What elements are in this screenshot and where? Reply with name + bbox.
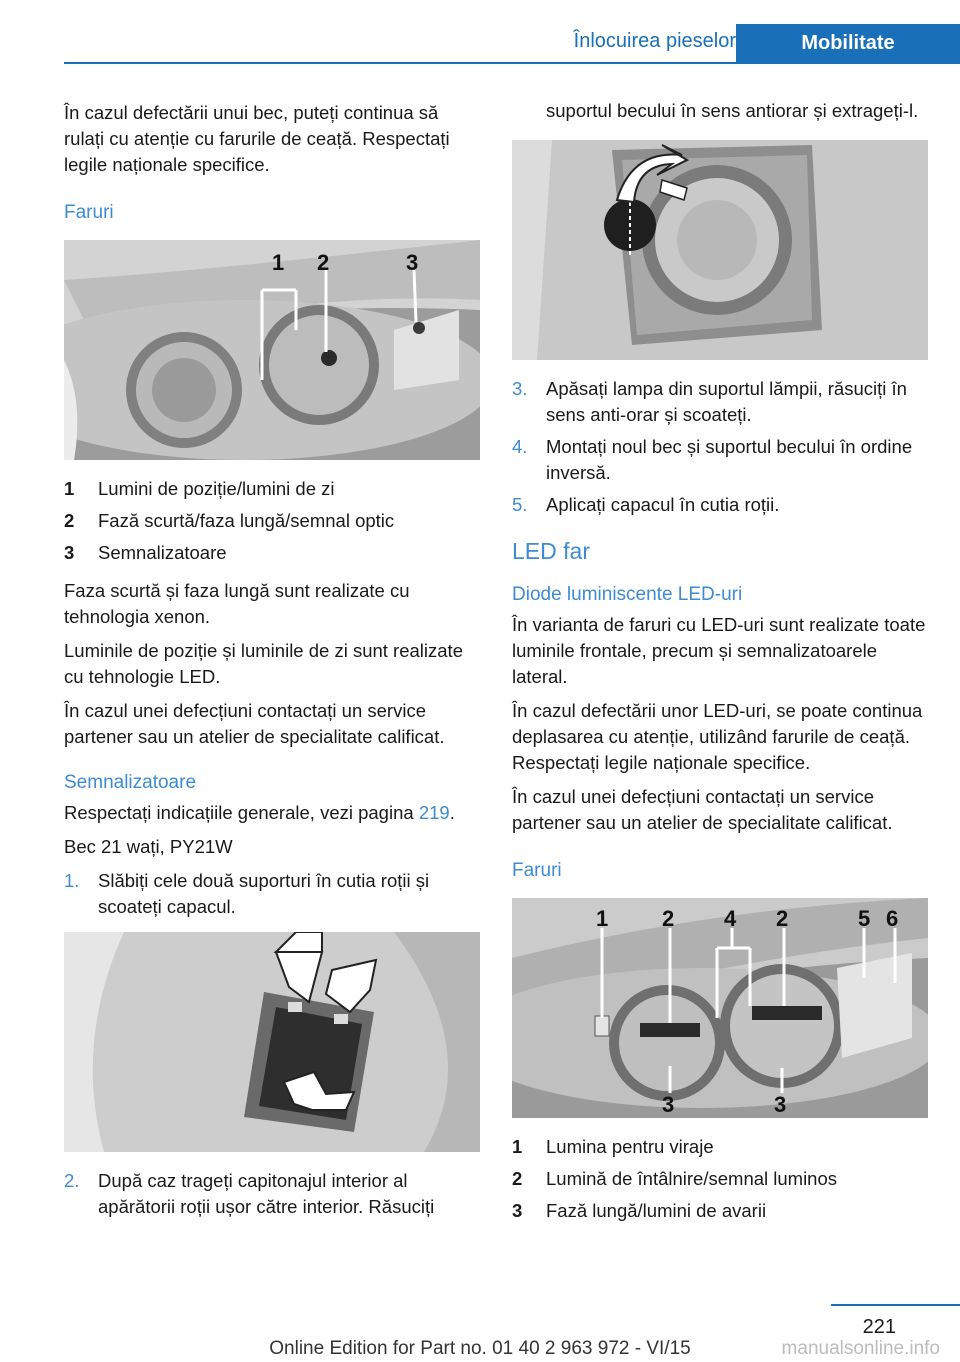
step-text: Aplicați capacul în cutia roții. [546,494,780,515]
step-text: Slăbiți cele două suporturi în cutia roții și scoateți capacul. [98,870,430,917]
led-paragraph: Luminile de poziție și luminile de zi sunt realizate cu tehnologie LED. [64,640,463,687]
page-number: 221 [862,1316,896,1338]
intro-paragraph: În cazul defectării unui bec, puteți continua să rulați cu atenție cu farurile de ceață. Respectați legile naționale specifice. [64,102,450,175]
fig4-label-3b: 3 [774,1092,787,1117]
step-item [64,868,480,920]
step-text: După caz trageți capitonajul interior al apărătorii roții ușor către interior. Răsuciți [98,1170,435,1217]
headlight-xenon-figure [64,240,480,460]
legend-row [512,1134,928,1160]
headlight-led-figure [512,898,928,1118]
fig4-label-3a: 3 [662,1092,675,1117]
fig1-label-3: 3 [406,250,419,275]
page-link[interactable]: 219 [418,802,450,823]
left-column [64,100,480,1232]
semnalizatoare-paragraph: Respectați indicațiile generale, vezi pagina 219. [64,802,455,823]
legend-text: Lumini de poziție/lumini de zi [98,478,335,499]
step-item [512,492,928,518]
legend-text: Fază lungă/lumini de avarii [546,1200,767,1221]
chapter-tab[interactable]: Mobilitate [736,24,960,62]
legend-text: Fază scurtă/faza lungă/semnal optic [98,510,395,531]
steps-list-2 [64,1168,480,1220]
faruri-heading: Faruri [64,202,114,223]
step-text: Apăsați lampa din suportul lămpii, răsuciți în sens anti-orar și scoateți. [546,378,907,425]
legend-num: 2 [512,1168,523,1189]
legend-row [64,508,480,534]
continued-text: suportul becului în sens antiorar și extrageți-l. [546,100,919,121]
service-paragraph-2: În cazul unei defecțiuni contactați un service partener sau un atelier de specialitate calificat. [512,786,893,833]
steps-list-3 [512,376,928,518]
faruri-heading-2: Faruri [512,860,562,881]
fig4-label-2b: 2 [776,906,789,931]
legend-num: 2 [64,510,75,531]
xenon-paragraph: Faza scurtă și faza lungă sunt realizate cu tehnologia xenon. [64,580,410,627]
step-item [512,434,928,486]
step-number: 5. [512,494,528,515]
step-number: 4. [512,436,528,457]
step-item [64,1168,480,1220]
fig4-label-6: 6 [886,906,899,931]
legend-row [64,476,480,502]
step-number: 2. [64,1170,80,1191]
step-item [512,376,928,428]
fig4-label-1: 1 [596,906,609,931]
diode-heading: Diode luminiscente LED-uri [512,584,743,605]
fig4-label-2a: 2 [662,906,675,931]
legend-row [64,540,480,566]
legend-text: Semnalizatoare [98,542,227,563]
legend-text: Lumina pentru viraje [546,1136,714,1157]
legend-row [512,1166,928,1192]
service-paragraph: În cazul unei defecțiuni contactați un service partener sau un atelier de specialitate calificat. [64,700,445,747]
legend-xenon [64,476,480,566]
step-text: Montați noul bec și suportul becului în ordine inversă. [546,436,913,483]
fig1-label-1: 1 [272,250,285,275]
semnalizatoare-heading: Semnalizatoare [64,772,197,793]
bulb-holder-figure [512,140,928,360]
right-column [512,98,928,1236]
legend-text: Lumină de întâlnire/semnal luminos [546,1168,838,1189]
wheel-arch-cover-figure [64,932,480,1152]
fig4-label-4: 4 [724,906,737,931]
led-defect-paragraph: În cazul defectării unor LED-uri, se poate continua deplasarea cu atenție, utilizând farurile de ceață. Respectați legile naționale specifice. [512,700,923,773]
bulb-spec: Bec 21 wați, PY21W [64,836,233,857]
legend-num: 3 [512,1200,523,1221]
led-far-heading: LED far [512,538,590,564]
legend-row [512,1198,928,1224]
section-title: Înlocuirea pieselor [573,30,736,52]
fig1-label-2: 2 [317,250,330,275]
steps-list [64,868,480,920]
step-number: 3. [512,378,528,399]
step-number: 1. [64,870,80,891]
footer-rule [831,1304,960,1306]
legend-num: 1 [64,478,75,499]
page-header [64,24,960,64]
led-front-paragraph: În varianta de faruri cu LED-uri sunt realizate toate luminile frontale, precum și semnalizatoarele lateral. [512,614,926,687]
legend-num: 3 [64,542,75,563]
fig4-label-5: 5 [858,906,871,931]
legend-led [512,1134,928,1224]
edition-footer: Online Edition for Part no. 01 40 2 963 972 - VI/15 [269,1338,691,1359]
legend-num: 1 [512,1136,523,1157]
watermark: manualsonline.info [781,1338,940,1359]
